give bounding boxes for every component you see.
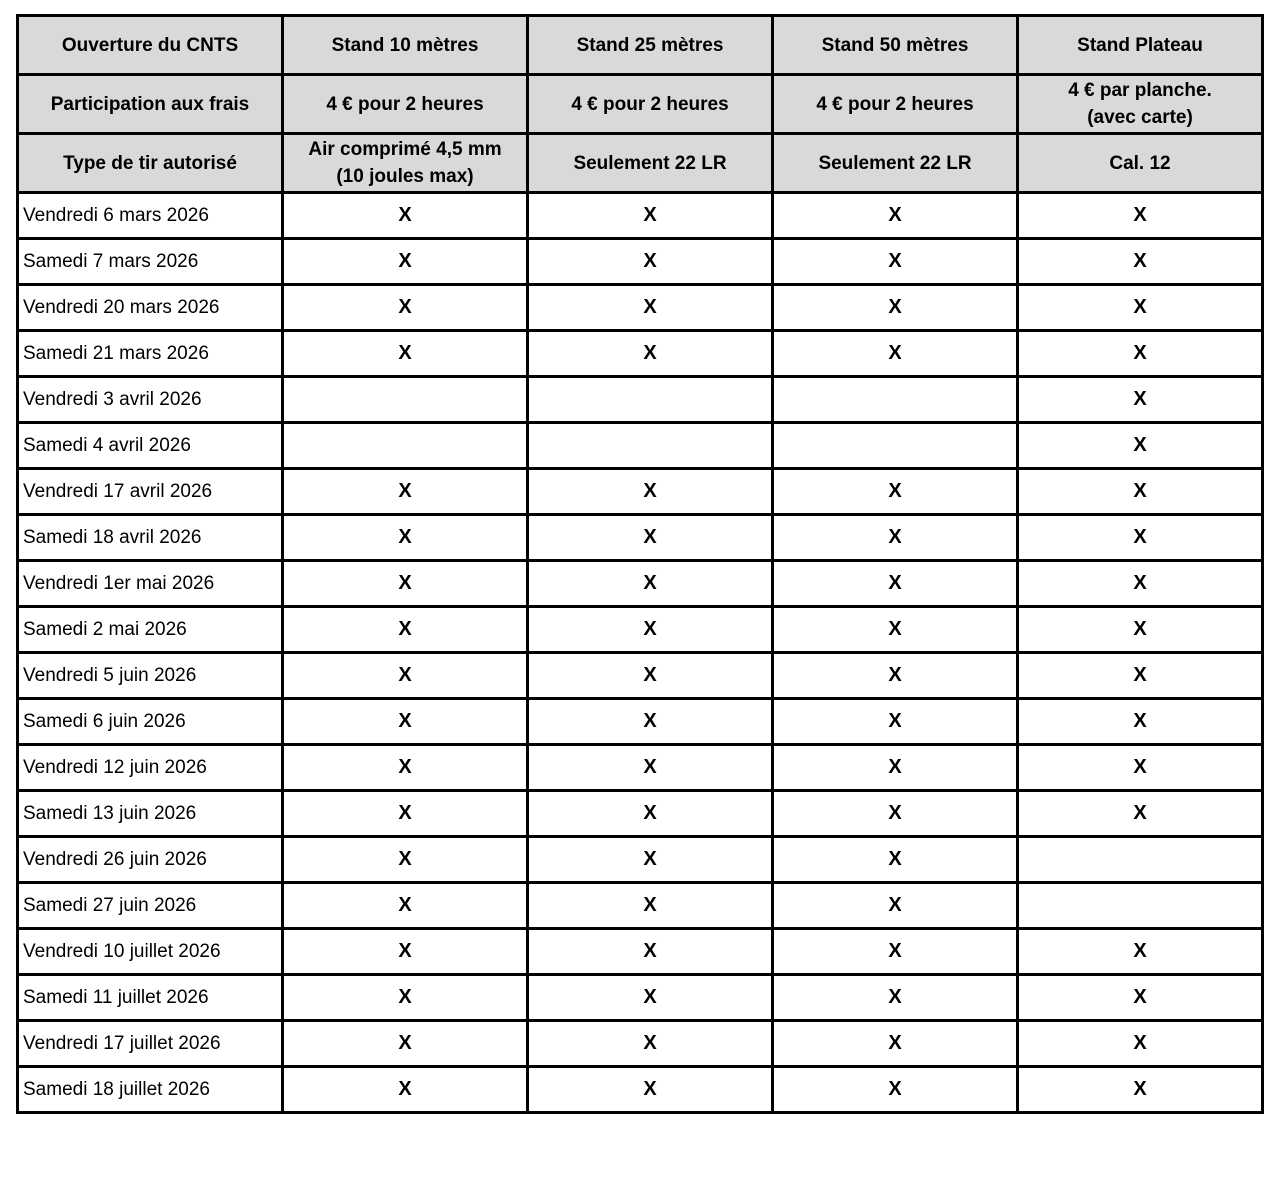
- stand-plateau-cell: [1018, 975, 1263, 1021]
- date-cell: Vendredi 1er mai 2026: [18, 561, 283, 607]
- date-cell: Vendredi 5 juin 2026: [18, 653, 283, 699]
- open-mark-icon: X: [643, 664, 657, 686]
- open-mark-icon: X: [888, 848, 902, 870]
- stand-10m-cell: [283, 561, 528, 607]
- stand-25m-cell: [528, 745, 773, 791]
- stand-50m-cell: [773, 239, 1018, 285]
- table-row: [18, 653, 1263, 699]
- stand-25m-cell: [528, 653, 773, 699]
- stand-50m-cell: [773, 1067, 1018, 1113]
- open-mark-icon: X: [643, 1032, 657, 1054]
- date-cell: Vendredi 26 juin 2026: [18, 837, 283, 883]
- open-mark-icon: X: [398, 204, 412, 226]
- stand-25m-cell: [528, 515, 773, 561]
- stand-10m-cell: [283, 515, 528, 561]
- open-mark-icon: X: [1133, 1078, 1147, 1100]
- stand-50m-cell: [773, 699, 1018, 745]
- stand-50m-cell: [773, 837, 1018, 883]
- open-mark-icon: X: [888, 250, 902, 272]
- stand-50m-header-cell: 4 € pour 2 heures: [773, 75, 1018, 134]
- stand-plateau-cell: [1018, 515, 1263, 561]
- open-mark-icon: X: [888, 480, 902, 502]
- stand-plateau-cell: [1018, 1021, 1263, 1067]
- open-mark-icon: X: [888, 710, 902, 732]
- stand-plateau-cell: [1018, 331, 1263, 377]
- stand-10m-cell: [283, 607, 528, 653]
- date-cell: Samedi 4 avril 2026: [18, 423, 283, 469]
- open-mark-icon: X: [398, 480, 412, 502]
- open-mark-icon: X: [888, 802, 902, 824]
- stand-50m-cell: [773, 561, 1018, 607]
- stand-50m-header-cell: Stand 50 mètres: [773, 16, 1018, 75]
- open-mark-icon: X: [888, 940, 902, 962]
- open-mark-icon: X: [398, 526, 412, 548]
- stand-50m-cell: [773, 469, 1018, 515]
- open-mark-icon: X: [398, 756, 412, 778]
- date-cell: Vendredi 17 avril 2026: [18, 469, 283, 515]
- stand-plateau-cell: [1018, 423, 1263, 469]
- stand-25m-cell: [528, 1067, 773, 1113]
- stand-25m-cell: [528, 377, 773, 423]
- date-cell: Samedi 21 mars 2026: [18, 331, 283, 377]
- open-mark-icon: X: [398, 296, 412, 318]
- open-mark-icon: X: [643, 342, 657, 364]
- stand-plateau-header-cell: 4 € par planche. (avec carte): [1018, 75, 1263, 134]
- open-mark-icon: X: [1133, 480, 1147, 502]
- stand-plateau-cell: [1018, 193, 1263, 239]
- date-cell: Vendredi 12 juin 2026: [18, 745, 283, 791]
- date-cell: Samedi 18 juillet 2026: [18, 1067, 283, 1113]
- table-row: [18, 285, 1263, 331]
- open-mark-icon: X: [643, 756, 657, 778]
- open-mark-icon: X: [398, 664, 412, 686]
- row-header-label: Type de tir autorisé: [18, 134, 283, 193]
- open-mark-icon: X: [643, 526, 657, 548]
- open-mark-icon: X: [643, 480, 657, 502]
- open-mark-icon: X: [888, 526, 902, 548]
- stand-25m-cell: [528, 423, 773, 469]
- stand-10m-cell: [283, 745, 528, 791]
- open-mark-icon: X: [888, 296, 902, 318]
- stand-10m-cell: [283, 239, 528, 285]
- open-mark-icon: X: [643, 296, 657, 318]
- open-mark-icon: X: [1133, 710, 1147, 732]
- date-cell: Vendredi 3 avril 2026: [18, 377, 283, 423]
- open-mark-icon: X: [398, 618, 412, 640]
- open-mark-icon: X: [643, 710, 657, 732]
- open-mark-icon: X: [1133, 204, 1147, 226]
- open-mark-icon: X: [888, 756, 902, 778]
- open-mark-icon: X: [1133, 802, 1147, 824]
- stand-25m-cell: [528, 975, 773, 1021]
- date-cell: Vendredi 10 juillet 2026: [18, 929, 283, 975]
- stand-25m-cell: [528, 239, 773, 285]
- stand-25m-header-cell: Seulement 22 LR: [528, 134, 773, 193]
- stand-50m-cell: [773, 423, 1018, 469]
- stand-50m-cell: [773, 929, 1018, 975]
- stand-10m-cell: [283, 285, 528, 331]
- stand-25m-cell: [528, 699, 773, 745]
- date-cell: Samedi 13 juin 2026: [18, 791, 283, 837]
- stand-10m-cell: [283, 377, 528, 423]
- stand-25m-header-cell: Stand 25 mètres: [528, 16, 773, 75]
- open-mark-icon: X: [398, 986, 412, 1008]
- stand-50m-cell: [773, 975, 1018, 1021]
- open-mark-icon: X: [398, 940, 412, 962]
- open-mark-icon: X: [888, 342, 902, 364]
- stand-10m-cell: [283, 929, 528, 975]
- stand-50m-cell: [773, 331, 1018, 377]
- date-cell: Samedi 2 mai 2026: [18, 607, 283, 653]
- stand-25m-cell: [528, 837, 773, 883]
- open-mark-icon: X: [888, 1032, 902, 1054]
- stand-25m-cell: [528, 791, 773, 837]
- stand-plateau-cell: [1018, 285, 1263, 331]
- open-mark-icon: X: [643, 572, 657, 594]
- stand-25m-cell: [528, 929, 773, 975]
- stand-plateau-cell: [1018, 699, 1263, 745]
- open-mark-icon: X: [398, 1032, 412, 1054]
- stand-50m-cell: [773, 515, 1018, 561]
- open-mark-icon: X: [888, 664, 902, 686]
- date-cell: Samedi 6 juin 2026: [18, 699, 283, 745]
- table-row: [18, 239, 1263, 285]
- stand-25m-header-cell: 4 € pour 2 heures: [528, 75, 773, 134]
- open-mark-icon: X: [643, 1078, 657, 1100]
- open-mark-icon: X: [1133, 342, 1147, 364]
- open-mark-icon: X: [1133, 756, 1147, 778]
- table-row: [18, 883, 1263, 929]
- table-row: [18, 837, 1263, 883]
- stand-50m-header-cell: Seulement 22 LR: [773, 134, 1018, 193]
- open-mark-icon: X: [643, 618, 657, 640]
- stand-10m-header-cell: Air comprimé 4,5 mm (10 joules max): [283, 134, 528, 193]
- stand-10m-cell: [283, 837, 528, 883]
- header-row-stands: [18, 16, 1263, 75]
- stand-50m-cell: [773, 607, 1018, 653]
- stand-plateau-cell: [1018, 607, 1263, 653]
- stand-25m-cell: [528, 1021, 773, 1067]
- stand-plateau-cell: [1018, 561, 1263, 607]
- stand-plateau-cell: [1018, 929, 1263, 975]
- table-row: [18, 193, 1263, 239]
- stand-50m-cell: [773, 1021, 1018, 1067]
- date-cell: Vendredi 20 mars 2026: [18, 285, 283, 331]
- open-mark-icon: X: [398, 894, 412, 916]
- stand-10m-cell: [283, 653, 528, 699]
- stand-10m-cell: [283, 1067, 528, 1113]
- stand-10m-cell: [283, 331, 528, 377]
- table-row: [18, 515, 1263, 561]
- stand-50m-cell: [773, 285, 1018, 331]
- stand-plateau-cell: [1018, 1067, 1263, 1113]
- open-mark-icon: X: [1133, 664, 1147, 686]
- table-row: [18, 469, 1263, 515]
- header-row-fees: [18, 75, 1263, 134]
- stand-50m-cell: [773, 745, 1018, 791]
- open-mark-icon: X: [398, 572, 412, 594]
- opening-schedule-table: [16, 14, 1264, 1114]
- open-mark-icon: X: [1133, 1032, 1147, 1054]
- open-mark-icon: X: [1133, 940, 1147, 962]
- table-row: [18, 1067, 1263, 1113]
- schedule-body: [18, 16, 1263, 1113]
- date-cell: Samedi 7 mars 2026: [18, 239, 283, 285]
- table-row: [18, 561, 1263, 607]
- stand-plateau-cell: [1018, 791, 1263, 837]
- open-mark-icon: X: [1133, 296, 1147, 318]
- date-cell: Samedi 18 avril 2026: [18, 515, 283, 561]
- stand-10m-cell: [283, 975, 528, 1021]
- row-header-label: Ouverture du CNTS: [18, 16, 283, 75]
- open-mark-icon: X: [643, 250, 657, 272]
- open-mark-icon: X: [398, 250, 412, 272]
- table-row: [18, 607, 1263, 653]
- stand-10m-cell: [283, 423, 528, 469]
- stand-10m-header-cell: Stand 10 mètres: [283, 16, 528, 75]
- stand-25m-cell: [528, 193, 773, 239]
- stand-50m-cell: [773, 883, 1018, 929]
- stand-25m-cell: [528, 469, 773, 515]
- row-header-label: Participation aux frais: [18, 75, 283, 134]
- open-mark-icon: X: [888, 1078, 902, 1100]
- stand-10m-cell: [283, 699, 528, 745]
- stand-plateau-cell: [1018, 239, 1263, 285]
- stand-25m-cell: [528, 561, 773, 607]
- stand-25m-cell: [528, 285, 773, 331]
- open-mark-icon: X: [643, 940, 657, 962]
- stand-plateau-header-cell: Stand Plateau: [1018, 16, 1263, 75]
- stand-plateau-cell: [1018, 883, 1263, 929]
- open-mark-icon: X: [888, 618, 902, 640]
- open-mark-icon: X: [643, 848, 657, 870]
- table-row: [18, 331, 1263, 377]
- open-mark-icon: X: [643, 894, 657, 916]
- table-row: [18, 377, 1263, 423]
- stand-10m-cell: [283, 791, 528, 837]
- open-mark-icon: X: [398, 1078, 412, 1100]
- stand-50m-cell: [773, 193, 1018, 239]
- stand-10m-cell: [283, 193, 528, 239]
- open-mark-icon: X: [398, 342, 412, 364]
- open-mark-icon: X: [888, 986, 902, 1008]
- stand-plateau-cell: [1018, 469, 1263, 515]
- table-row: [18, 699, 1263, 745]
- open-mark-icon: X: [1133, 986, 1147, 1008]
- date-cell: Samedi 11 juillet 2026: [18, 975, 283, 1021]
- table-row: [18, 1021, 1263, 1067]
- stand-10m-header-cell: 4 € pour 2 heures: [283, 75, 528, 134]
- open-mark-icon: X: [643, 802, 657, 824]
- open-mark-icon: X: [1133, 388, 1147, 410]
- stand-10m-cell: [283, 883, 528, 929]
- table-row: [18, 929, 1263, 975]
- stand-plateau-cell: [1018, 745, 1263, 791]
- open-mark-icon: X: [1133, 572, 1147, 594]
- table-row: [18, 791, 1263, 837]
- date-cell: Vendredi 17 juillet 2026: [18, 1021, 283, 1067]
- open-mark-icon: X: [643, 204, 657, 226]
- open-mark-icon: X: [1133, 618, 1147, 640]
- open-mark-icon: X: [888, 894, 902, 916]
- open-mark-icon: X: [1133, 526, 1147, 548]
- open-mark-icon: X: [643, 986, 657, 1008]
- open-mark-icon: X: [888, 572, 902, 594]
- table-row: [18, 745, 1263, 791]
- open-mark-icon: X: [1133, 250, 1147, 272]
- stand-plateau-cell: [1018, 837, 1263, 883]
- stand-10m-cell: [283, 1021, 528, 1067]
- open-mark-icon: X: [398, 802, 412, 824]
- stand-10m-cell: [283, 469, 528, 515]
- stand-plateau-cell: [1018, 653, 1263, 699]
- table-row: [18, 423, 1263, 469]
- header-row-shot-type: [18, 134, 1263, 193]
- stand-50m-cell: [773, 653, 1018, 699]
- stand-plateau-header-cell: Cal. 12: [1018, 134, 1263, 193]
- open-mark-icon: X: [888, 204, 902, 226]
- stand-50m-cell: [773, 377, 1018, 423]
- open-mark-icon: X: [1133, 434, 1147, 456]
- open-mark-icon: X: [398, 710, 412, 732]
- date-cell: Vendredi 6 mars 2026: [18, 193, 283, 239]
- table-row: [18, 975, 1263, 1021]
- stand-50m-cell: [773, 791, 1018, 837]
- stand-25m-cell: [528, 331, 773, 377]
- open-mark-icon: X: [398, 848, 412, 870]
- stand-25m-cell: [528, 883, 773, 929]
- date-cell: Samedi 27 juin 2026: [18, 883, 283, 929]
- stand-25m-cell: [528, 607, 773, 653]
- stand-plateau-cell: [1018, 377, 1263, 423]
